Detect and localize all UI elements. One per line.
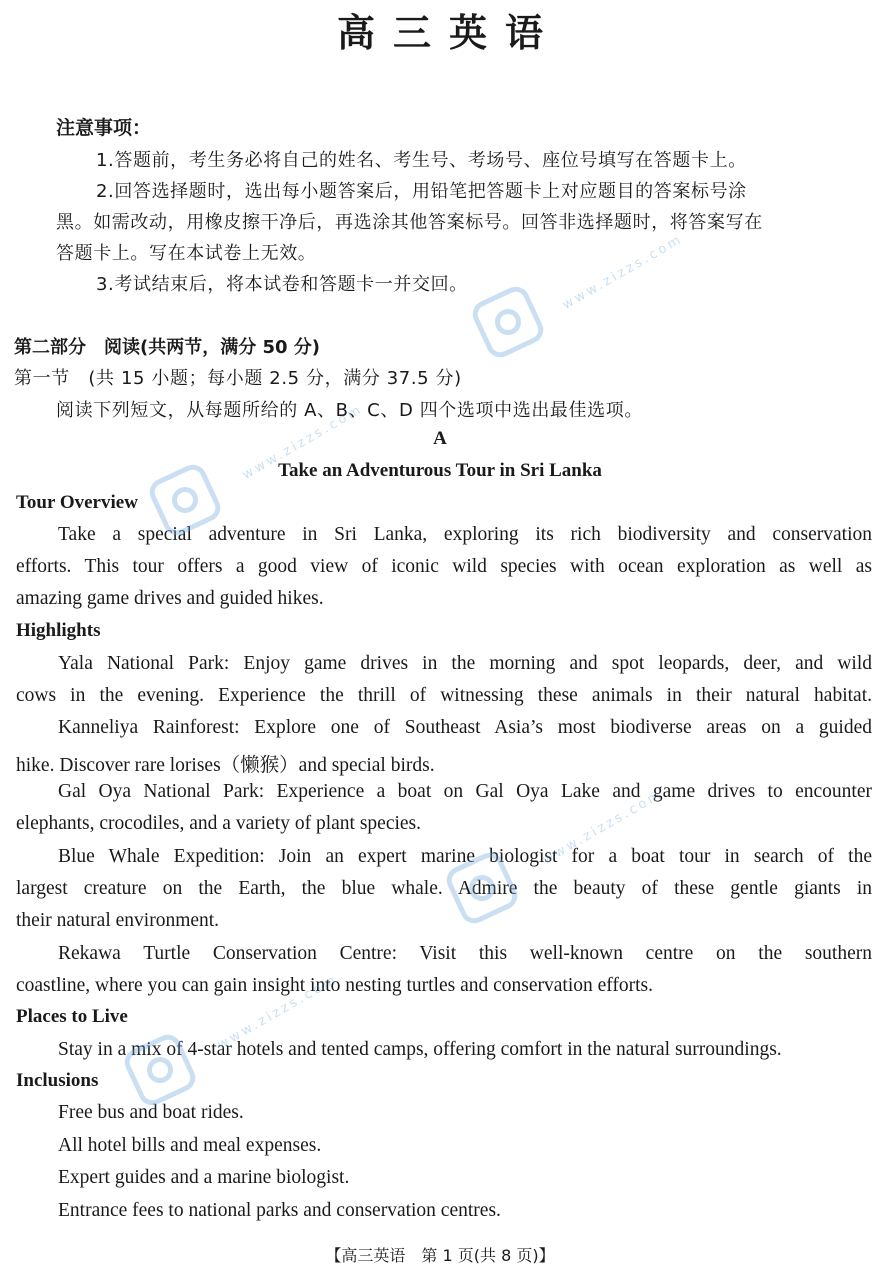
notice-heading: 注意事项： [56,117,152,139]
passage-letter: A [433,428,447,449]
passage-title: Take an Adventurous Tour in Sri Lanka [278,460,602,481]
inclusion-item: Free bus and boat rides. [58,1102,244,1123]
notice-line-4: 答题卡上。写在本试卷上无效。 [56,243,317,264]
overview-heading: Tour Overview [16,492,138,513]
inclusions-heading: Inclusions [16,1070,99,1091]
highlight-whale-line-3: their natural environment. [16,910,220,931]
watermark-logo-icon [478,292,538,352]
highlight-whale-line-1: Blue Whale Expedition: Join an expert marine biologist for a boat tour in search of the [58,846,872,867]
places-heading: Places to Live [16,1006,128,1027]
page-footer: 【高三英语 第 1 页(共 8 页)】 [325,1246,555,1265]
highlight-rekawa-line-2: coastline, where you can gain insight into nesting turtles and conservation efforts. [16,975,654,996]
highlight-galoya-line-2: elephants, crocodiles, and a variety of plant species. [16,813,422,834]
watermark-text: www.zizzs.com [560,231,686,313]
notice-line-5: 3.考试结束后，将本试卷和答题卡一并交回。 [96,274,468,295]
highlight-whale-line-2: largest creature on the Earth, the blue whale. Admire the beauty of these gentle giants in [16,878,872,899]
highlight-kanneliya-line-2: hike. Discover rare lorises（懒猴）and special birds. [16,755,435,776]
page-title: 高三英语 [336,11,561,55]
highlights-heading: Highlights [16,620,101,641]
watermark-text: www.zizzs.com [215,971,341,1053]
highlight-galoya-line-1: Gal Oya National Park: Experience a boat on Gal Oya Lake and game drives to encounter [58,781,872,802]
notice-line-1: 1.答题前，考生务必将自己的姓名、考生号、考场号、座位号填写在答题卡上。 [96,150,747,171]
inclusion-item: Entrance fees to national parks and conservation centres. [58,1200,501,1221]
highlight-yala-line-2: cows in the evening. Experience the thrill of witnessing these animals in their natural habitat. [16,685,872,706]
watermark-text: www.zizzs.com [540,786,666,868]
inclusion-item: All hotel bills and meal expenses. [58,1135,322,1156]
notice-line-3: 黑。如需改动，用橡皮擦干净后，再选涂其他答案标号。回答非选择题时，将答案写在 [56,212,763,233]
overview-line-2: efforts. This tour offers a good view of iconic wild species with ocean exploration as well as [16,556,872,577]
highlight-rekawa-line-1: Rekawa Turtle Conservation Centre: Visit this well-known centre on the southern [58,943,872,964]
inclusion-item: Expert guides and a marine biologist. [58,1167,350,1188]
instruction: 阅读下列短文，从每题所给的 A、B、C、D 四个选项中选出最佳选项。 [56,400,643,421]
highlight-yala-line-1: Yala National Park: Enjoy game drives in the morning and spot leopards, deer, and wild [58,653,872,674]
places-line: Stay in a mix of 4-star hotels and tented camps, offering comfort in the natural surroundings. [58,1039,782,1060]
section-label: 第一节 (共 15 小题；每小题 2.5 分，满分 37.5 分) [14,368,462,389]
watermark-text: www.zizzs.com [240,401,366,483]
notice-line-2: 2.回答选择题时，选出每小题答案后，用铅笔把答题卡上对应题目的答案标号涂 [96,181,747,202]
overview-line-3: amazing game drives and guided hikes. [16,588,324,609]
highlight-kanneliya-line-1: Kanneliya Rainforest: Explore one of Southeast Asia’s most biodiverse areas on a guided [58,717,872,738]
part-label: 第二部分 阅读(共两节，满分 50 分) [14,337,321,358]
overview-line-1: Take a special adventure in Sri Lanka, exploring its rich biodiversity and conservation [58,524,872,545]
